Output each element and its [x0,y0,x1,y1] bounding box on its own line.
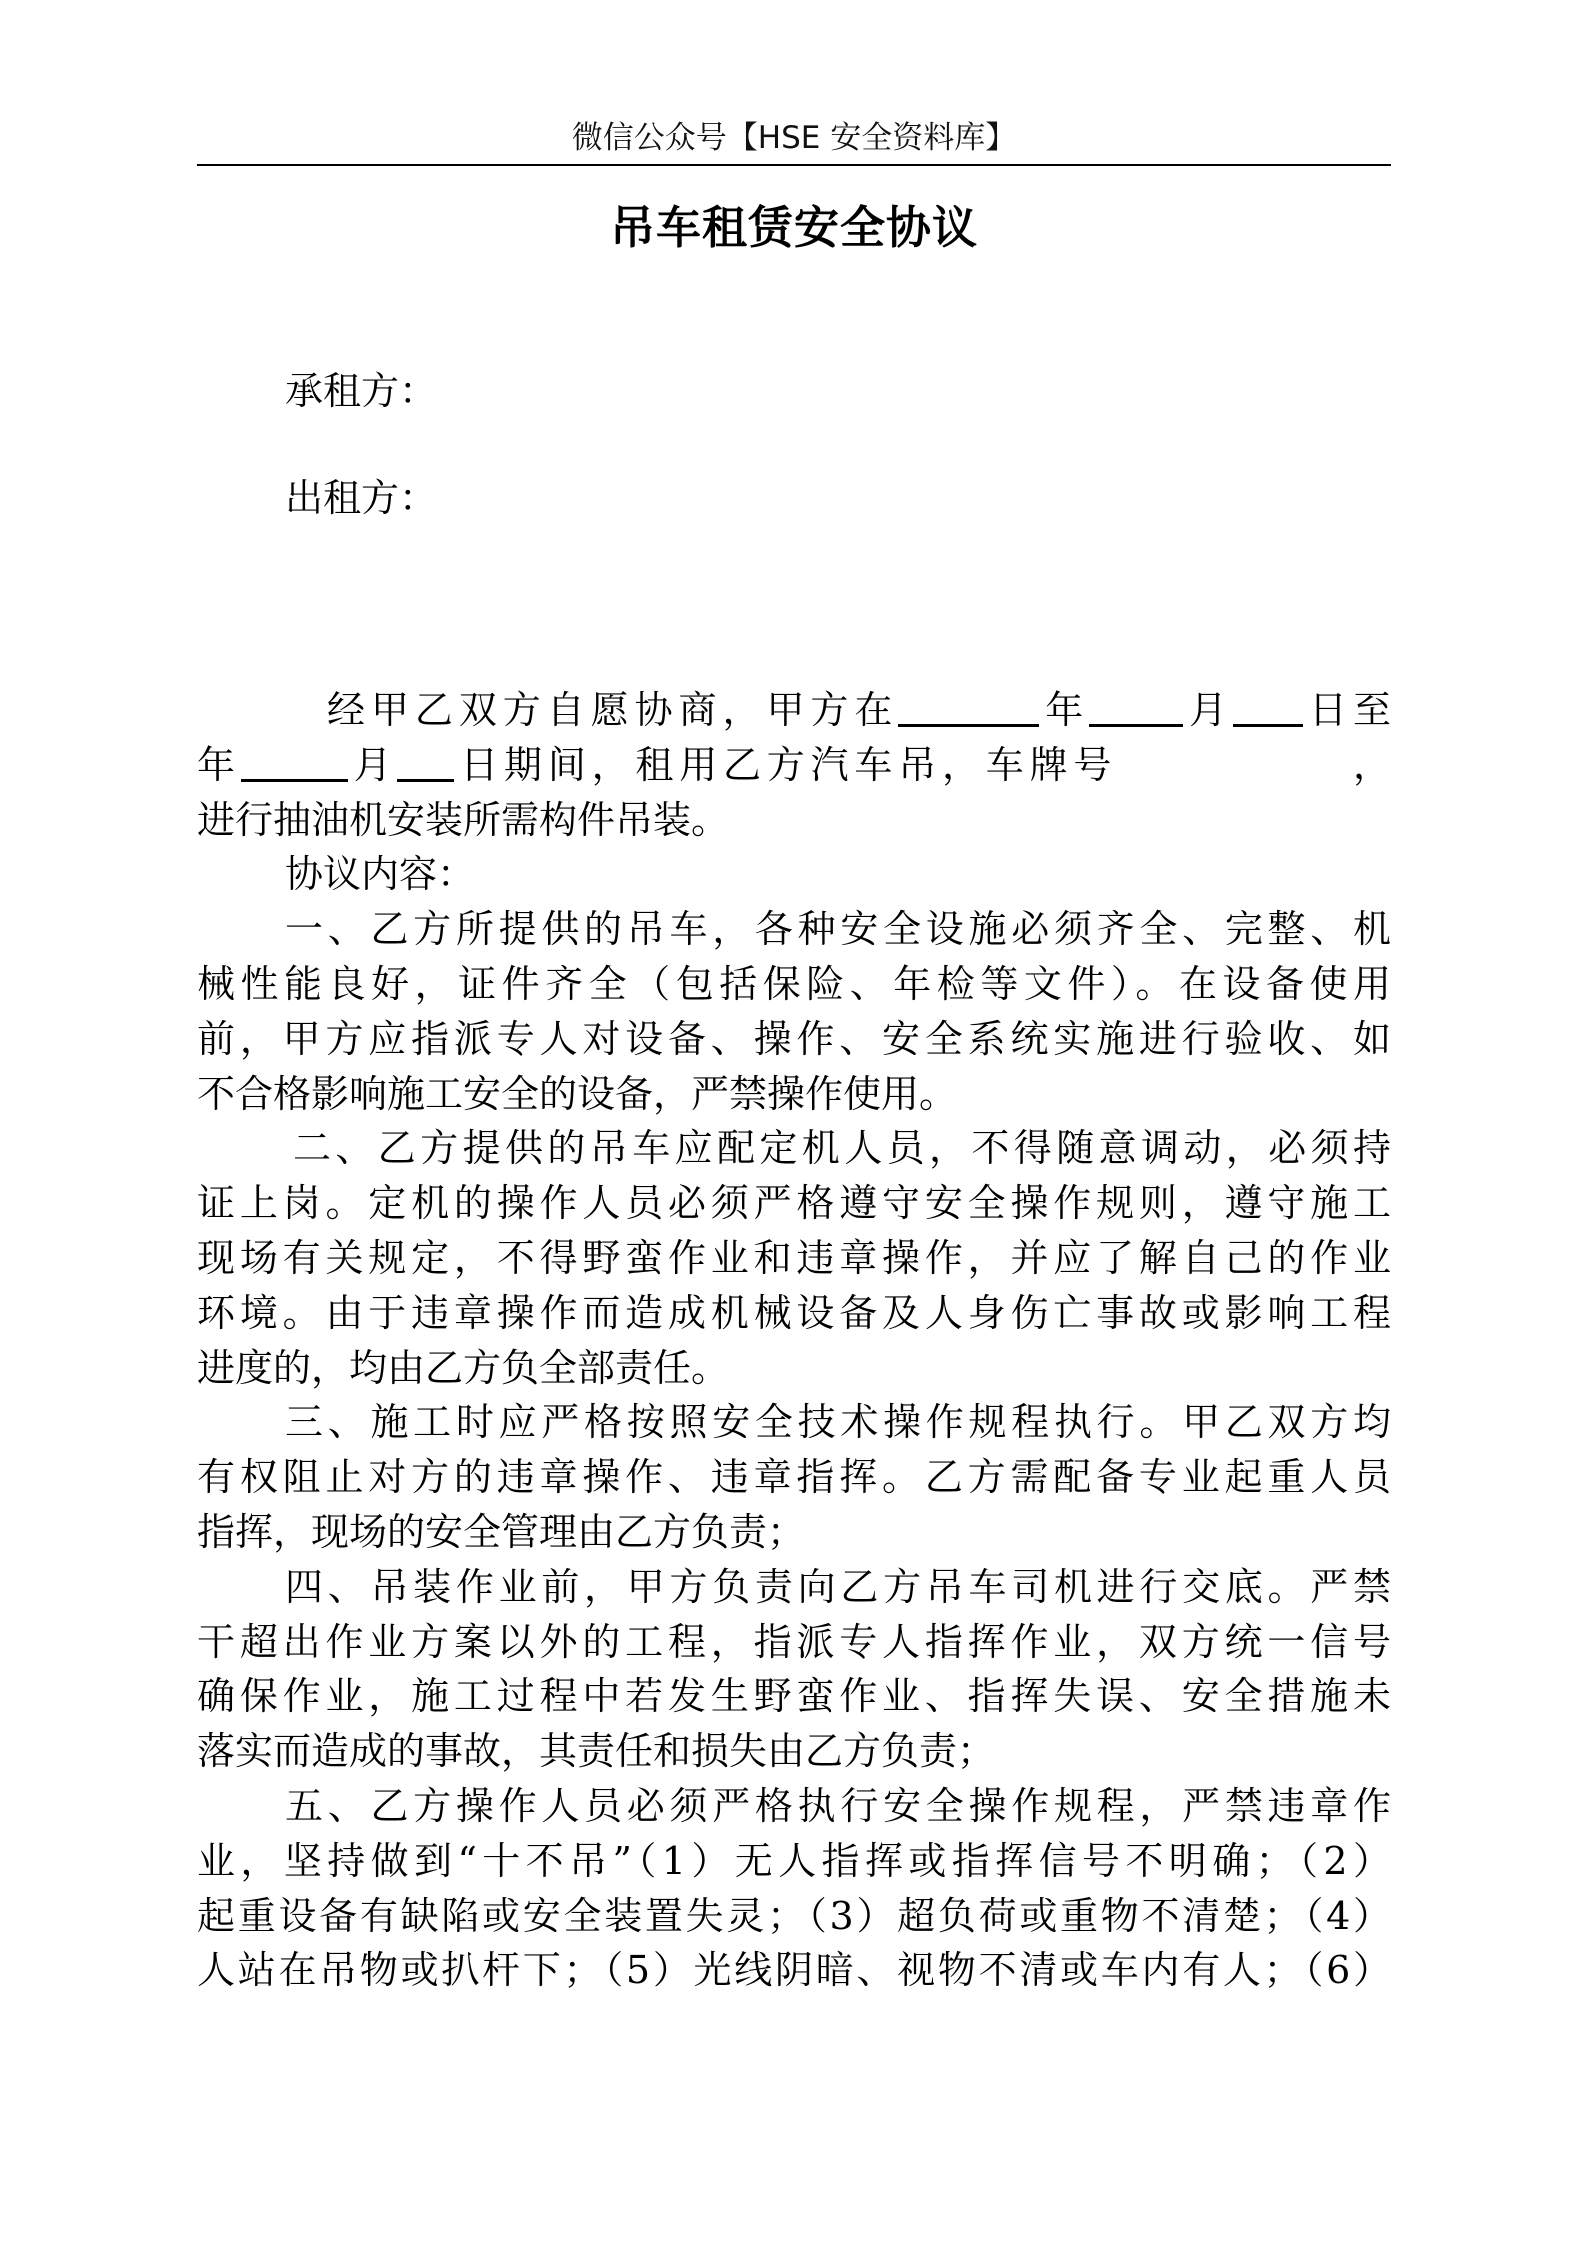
clause-line: 人站在吊物或扒杆下；（5）光线阴暗、视物不清或车内有人；（6） [197,1948,1391,1993]
start-month-blank [1089,686,1183,727]
intro-text: 月 [1183,688,1234,732]
header-source-label: 微信公众号【HSE 安全资料库】 [571,120,1017,156]
document-title: 吊车租赁安全协议 [609,201,978,254]
intro-line-3: 进行抽油机安装所需构件吊装。 [197,797,730,842]
intro-text: 年 [1039,688,1090,732]
intro-text: 月 [347,742,398,787]
end-day-blank [397,741,454,782]
clause-line: 证上岗。定机的操作人员必须严格遵守安全操作规则，遵守施工 [197,1181,1391,1226]
clause-1 [197,902,1391,1121]
clause-line: 五、乙方操作人员必须严格执行安全操作规程，严禁违章作 [285,1783,1391,1828]
clause-line: 一、乙方所提供的吊车，各种安全设施必须齐全、完整、机 [285,907,1391,952]
end-month-blank [241,741,348,782]
intro-text: 经甲乙双方自愿协商，甲方在 [327,688,899,732]
clause-line: 现场有关规定，不得野蛮作业和违章操作，并应了解自己的作业 [197,1235,1391,1280]
clause-line: 确保作业，施工过程中若发生野蛮作业、指挥失误、安全措施未 [197,1674,1391,1719]
clause-line: 四、吊装作业前，甲方负责向乙方吊车司机进行交底。严禁 [285,1564,1391,1609]
page-header [197,114,1391,164]
start-year-blank [898,686,1039,727]
header-divider [197,164,1391,166]
clause-line: 落实而造成的事故，其责任和损失由乙方负责； [197,1729,996,1774]
lessor-label: 出租方： [285,476,438,520]
clause-line: 三、施工时应严格按照安全技术操作规程执行。甲乙双方均 [285,1400,1391,1445]
clause-line: 有权阻止对方的违章操作、违章指挥。乙方需配备专业起重人员 [197,1455,1391,1500]
start-day-blank [1233,686,1303,727]
clause-line: 前，甲方应指派专人对设备、操作、安全系统实施进行验收、如 [197,1016,1391,1061]
clause-line: 干超出作业方案以外的工程，指派专人指挥作业，双方统一信号 [197,1619,1391,1664]
clause-line: 二、乙方提供的吊车应配定机人员，不得随意调动，必须持 [293,1126,1391,1171]
clause-line: 环境。由于违章操作而造成机械设备及人身伤亡事故或影响工程 [197,1290,1391,1335]
clause-line: 起重设备有缺陷或安全装置失灵；（3）超负荷或重物不清楚；（4） [197,1893,1391,1938]
intro-text: 日至 [1303,688,1391,732]
clause-3 [197,1395,1391,1559]
agreement-body [197,683,1391,1998]
clause-line: 指挥，现场的安全管理由乙方负责； [197,1509,806,1554]
lessee-field [285,366,437,416]
lessor-field [285,473,437,523]
intro-text: ， [1347,742,1391,787]
clause-line: 械性能良好，证件齐全（包括保险、年检等文件）。在设备使用 [197,961,1391,1006]
clause-line: 业，坚持做到“十不吊”（1）无人指挥或指挥信号不明确；（2） [197,1838,1391,1883]
clause-4 [197,1560,1391,1779]
intro-text: 年 [197,742,241,787]
section-heading: 协议内容： [285,852,476,897]
lessee-label: 承租方： [285,369,438,413]
intro-line-2 [197,738,1391,793]
intro-line-1 [197,683,1391,738]
clause-5 [197,1779,1391,1998]
clause-line: 进度的，均由乙方负全部责任。 [197,1345,730,1390]
intro-text: 日期间，租用乙方汽车吊，车牌号 [454,742,1118,787]
clause-line: 不合格影响施工安全的设备，严禁操作使用。 [197,1071,958,1116]
clause-2 [197,1121,1391,1395]
